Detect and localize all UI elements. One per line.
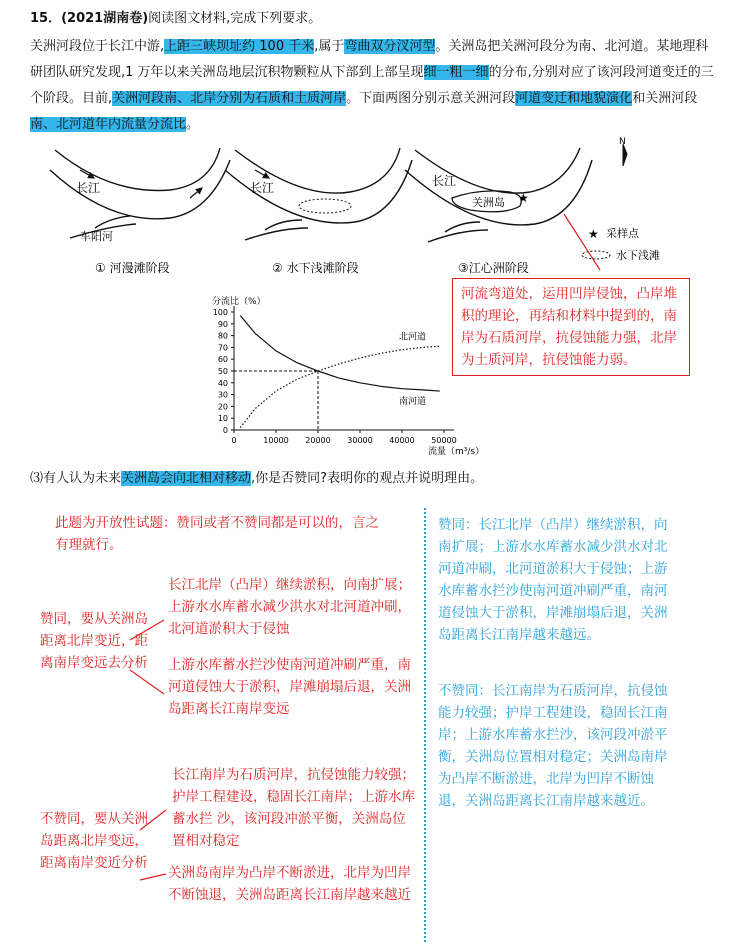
y-axis-label: 分流比（%）: [212, 297, 266, 307]
disagree-point-1: [172, 764, 420, 852]
stage-3-panel: [405, 148, 592, 275]
agree-point-1-text: 长江北岸（凸岸）继续淤积，向南扩展；上游水水库蓄水减少洪水对北河道冲刷，北河道淤积大于侵蚀: [168, 577, 411, 637]
x-tick-label-4: 40000: [389, 436, 415, 445]
stage-3-label: ③江心洲阶段: [458, 261, 529, 275]
material-highlight-5: 细一粗一细: [423, 65, 489, 80]
material-text-10: 和关洲河段: [632, 91, 698, 106]
north-label: N: [619, 137, 626, 147]
question-number: 15．: [30, 11, 62, 26]
subq-highlight-1: 关洲岛会向北相对移动: [121, 471, 252, 486]
legend-star-icon: ★: [588, 227, 599, 241]
y-tick-label-1: 10: [217, 414, 228, 424]
material-highlight-9: 河道变迁和地貌演化: [515, 91, 633, 106]
agree-label-text: 赞同，要从关洲岛距离北岸变近，距离南岸变远去分析: [40, 611, 148, 671]
y-tick-label-3: 30: [217, 390, 228, 400]
material-text-2: ,属于: [314, 39, 345, 54]
changjiang-label-1: 长江: [76, 181, 101, 195]
y-tick-label-5: 50: [217, 367, 228, 376]
map-note-box: [452, 278, 690, 376]
series-line-1: [240, 316, 439, 392]
material-highlight-3: 弯曲双分汊河型: [344, 39, 436, 54]
subq-text-0: ⑶有人认为未来: [30, 471, 122, 486]
open-note: [55, 512, 385, 556]
y-tick-label-2: 20: [217, 402, 228, 412]
material-highlight-1: 上距三峡坝址约 100 千米: [164, 39, 315, 54]
map-legend: [582, 226, 660, 262]
stage-2-panel: [225, 148, 412, 275]
sample-star: ★: [518, 191, 529, 205]
legend-shoal-icon: [582, 251, 610, 259]
material-text-8: 。下面两图分别示意关洲河段: [346, 91, 516, 106]
changjiang-label-2: 长江: [250, 181, 275, 195]
y-tick-label-4: 40: [217, 378, 228, 388]
disagree-point-2-text: 关洲岛南岸为凸岸不断淤进，北岸为凹岸不断蚀退，关洲岛距离长江南岸越来越近: [168, 865, 411, 903]
material-paragraph: [30, 34, 720, 138]
legend-sample: 采样点: [606, 227, 639, 240]
x-tick-label-0: 0: [231, 436, 237, 445]
series-line-0: [240, 346, 439, 427]
y-tick-label-9: 90: [217, 319, 228, 329]
stage-1-label: ① 河漫滩阶段: [95, 261, 170, 275]
y-tick-label-10: 100: [212, 308, 228, 317]
agree-summary: [438, 514, 676, 646]
y-tick-label-6: 60: [217, 355, 228, 365]
material-highlight-7: 关洲河段南、北岸分别为石质和土质河岸: [112, 91, 347, 106]
stage-1-panel: [50, 148, 230, 275]
x-tick-label-1: 10000: [263, 436, 289, 445]
y-tick-label-0: 0: [222, 426, 228, 435]
flow-ratio-chart: [198, 292, 485, 457]
disagree-summary-text: 不赞同：长江南岸为石质河岸，抗侵蚀能力较强；护岸工程建设，稳固长江南岸；上游水库蓄水拦沙，该河段冲淤平衡，关洲岛位置相对稳定；关洲岛南岸为凸岸不断淤进，北岸为凹岸不断蚀退，关洲岛距离长江南岸越来越近。: [438, 683, 668, 809]
agree-point-1: [168, 574, 418, 640]
agree-summary-text: 赞同：长江北岸（凸岸）继续淤积，向南扩展；上游水水库蓄水减少洪水对北河道冲刷，北河道淤积大于侵蚀；上游水库蓄水拦沙使南河道冲刷严重，南河道侵蚀大于淤积，岸滩崩塌后退，关洲岛距离长江南岸越来越远。: [438, 517, 668, 643]
answer-arrows: [128, 590, 168, 910]
subq-text-2: ,你是否赞同?表明你的观点并说明理由。: [251, 471, 484, 486]
y-tick-label-7: 70: [217, 343, 228, 353]
river-evolution-svg: [40, 137, 680, 280]
note-arrow: [564, 214, 600, 270]
disagree-point-2: [168, 862, 418, 906]
map-note-text: 河流弯道处，运用凹岸侵蚀，凸岸堆积的理论，再结和材料中提到的，南岸为石质河岸，抗侵蚀能力强，北岸为土质河岸，抗侵蚀能力弱。: [461, 286, 677, 368]
series-label-1: 南河道: [399, 396, 427, 407]
river-evolution-diagram: [40, 137, 680, 280]
disagree-label-text: 不赞同，要从关洲岛距离北岸变远，距离南岸变近分析: [40, 811, 148, 871]
changjiang-label-3: 长江: [432, 174, 457, 188]
question-instruction: 阅读图文材料,完成下列要求。: [148, 11, 322, 26]
island-label: 关洲岛: [472, 196, 505, 209]
material-highlight-11: 南、北河道年内流量分流比: [30, 117, 187, 132]
question-source: (2021湖南卷): [61, 11, 149, 26]
agree-point-2-text: 上游水库蓄水拦沙使南河道冲刷严重，南河道侵蚀大于淤积，岸滩崩塌后退，关洲岛距离长江南岸变远: [168, 657, 411, 717]
material-text-0: 关洲河段位于长江中游,: [30, 39, 165, 54]
question-header: [30, 6, 720, 32]
y-tick-label-8: 80: [217, 331, 228, 341]
agree-point-2: [168, 654, 418, 720]
x-tick-label-2: 20000: [305, 436, 331, 445]
series-label-0: 北河道: [399, 332, 427, 343]
legend-shoal: 水下浅滩: [616, 249, 660, 262]
disagree-point-1-text: 长江南岸为石质河岸，抗侵蚀能力较强；护岸工程建设，稳固长江南岸；上游水库蓄水拦 沙，该河段冲淤平衡，关洲岛位 置相对稳定: [172, 767, 415, 849]
material-text-4: 。关洲岛把关洲河段分为南、北河道。某地理科研团队研究发现,1 万年以来关洲岛地层沉积物颗粒从下部到上部呈现: [30, 39, 709, 80]
x-axis-label: 流量（m³/s）: [428, 447, 485, 457]
material-text-6: 的分布,分别对应了该河段河道变迁的三个阶段。目前,: [30, 65, 714, 106]
x-tick-label-5: 50000: [431, 436, 457, 445]
stage-2-label: ② 水下浅滩阶段: [272, 261, 359, 275]
x-tick-label-3: 30000: [347, 436, 373, 445]
material-text-12: 。: [186, 117, 200, 132]
north-arrow: [619, 137, 627, 166]
disagree-summary: [438, 680, 676, 812]
sub-question: [30, 466, 720, 492]
cheyang-label-1: 车阳河: [80, 230, 113, 243]
flow-ratio-chart-svg: [198, 292, 485, 457]
open-note-text: 此题为开放性试题：赞同或者不赞同都是可以的，言之有理就行。: [55, 515, 379, 553]
column-divider: [424, 508, 426, 942]
